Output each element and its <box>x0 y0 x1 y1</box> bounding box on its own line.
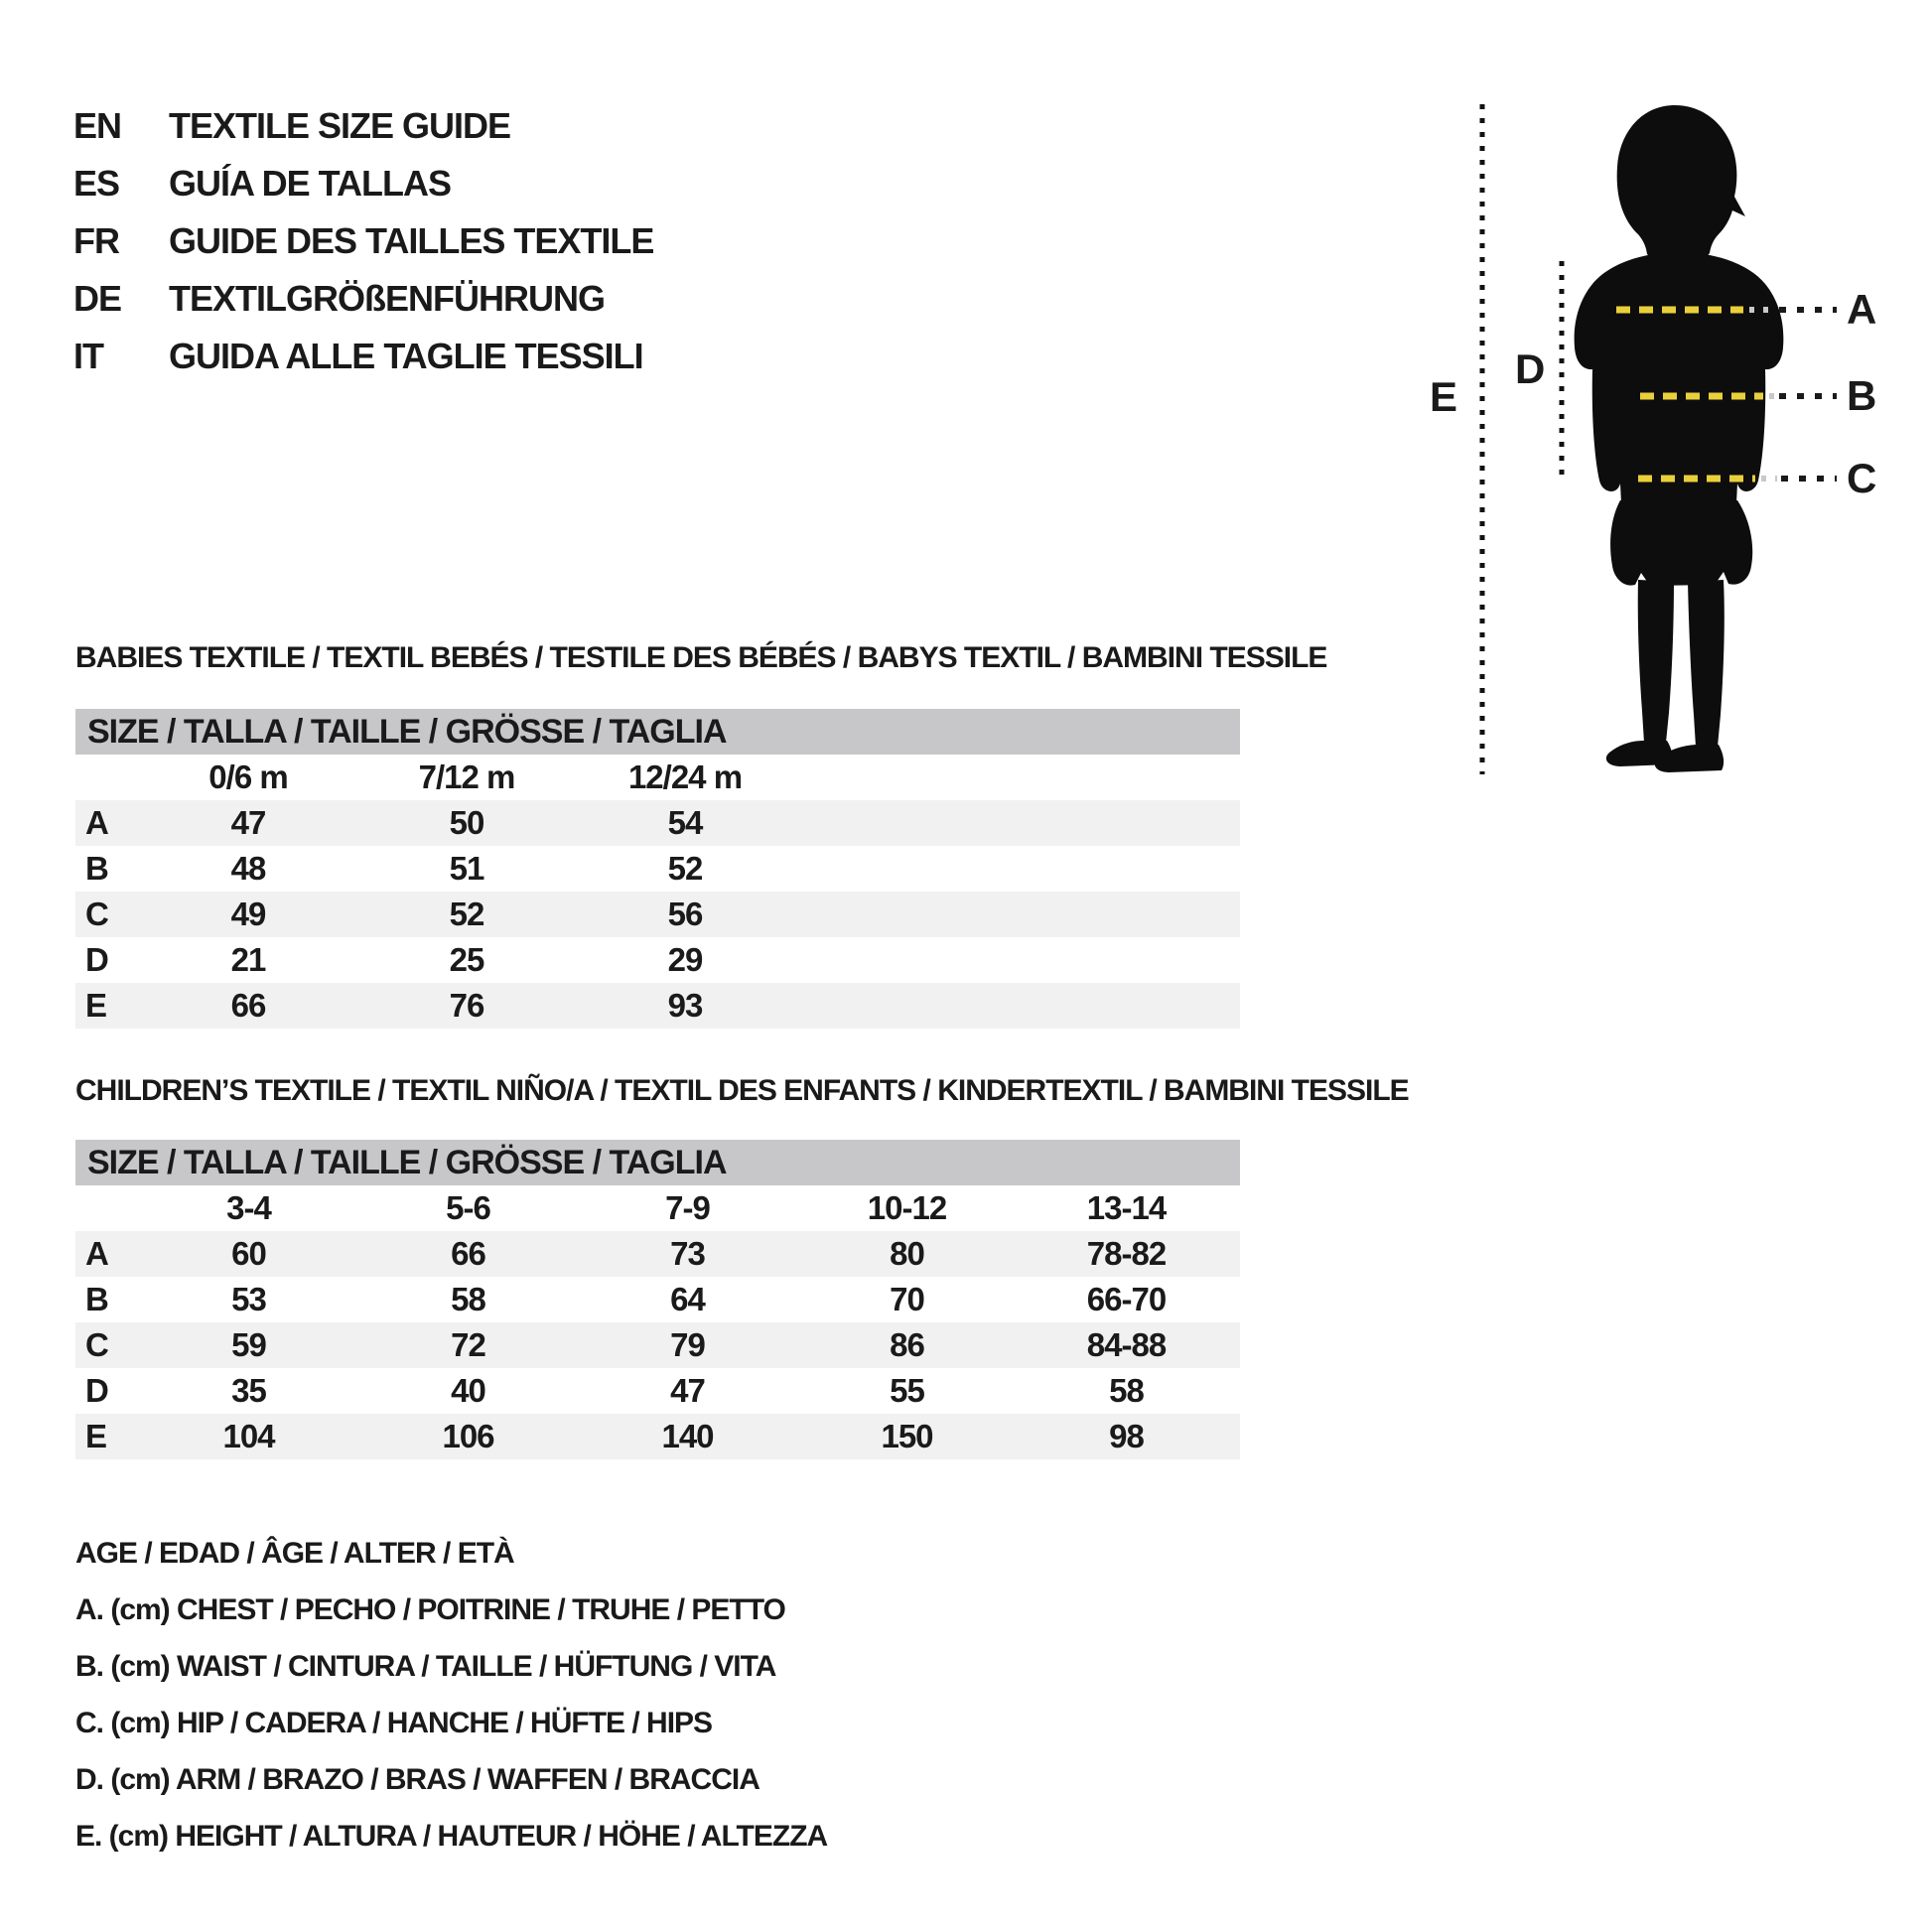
table-cell: 56 <box>667 896 703 932</box>
legend-height-line: E. (cm) HEIGHT / ALTURA / HAUTEUR / HÖHE / ALTEZZA <box>75 1820 828 1853</box>
babies-col-header: 0/6 m <box>208 759 288 795</box>
table-cell: 59 <box>231 1326 266 1363</box>
table-cell: 35 <box>231 1372 266 1409</box>
label-b: B <box>1847 372 1877 419</box>
table-row <box>75 983 1240 1029</box>
table-cell: 66 <box>230 987 266 1024</box>
babies-size-table <box>75 635 1327 1029</box>
table-cell: 64 <box>670 1281 705 1317</box>
row-label: B <box>85 1281 108 1317</box>
table-cell: 50 <box>449 804 484 841</box>
table-cell: 55 <box>890 1372 924 1409</box>
table-cell: 70 <box>890 1281 924 1317</box>
row-label: C <box>85 1326 108 1363</box>
babies-col-header: 7/12 m <box>418 759 515 795</box>
language-title: TEXTILE SIZE GUIDE <box>169 105 511 146</box>
language-title: TEXTILGRÖßENFÜHRUNG <box>169 278 605 319</box>
language-row-fr <box>73 212 653 270</box>
table-cell: 66-70 <box>1086 1281 1167 1317</box>
table-cell: 79 <box>670 1326 705 1363</box>
table-cell: 98 <box>1109 1418 1144 1454</box>
table-row <box>75 1231 1240 1277</box>
babies-col-header: 12/24 m <box>627 759 743 795</box>
measurement-legend <box>75 1525 827 1864</box>
label-e: E <box>1430 373 1458 420</box>
row-label: D <box>85 941 108 978</box>
babies-size-header-bar: SIZE / TALLA / TAILLE / GRÖSSE / TAGLIA <box>75 709 1240 755</box>
row-label: D <box>85 1372 108 1409</box>
table-cell: 58 <box>451 1281 485 1317</box>
language-title-list <box>73 97 653 385</box>
table-cell: 66 <box>451 1235 485 1272</box>
row-label: B <box>85 850 108 887</box>
language-title: GUIDA ALLE TAGLIE TESSILI <box>169 336 643 376</box>
silhouette-head <box>1617 105 1745 266</box>
row-label: C <box>85 896 108 932</box>
table-cell: 106 <box>442 1418 494 1454</box>
language-row-en <box>73 97 653 155</box>
table-cell: 60 <box>231 1235 266 1272</box>
table-cell: 48 <box>230 850 266 887</box>
table-row <box>75 846 1240 892</box>
children-col-header: 10-12 <box>867 1189 947 1226</box>
label-d: D <box>1515 345 1546 392</box>
table-row <box>75 892 1240 937</box>
silhouette-shorts <box>1610 500 1752 586</box>
table-cell: 58 <box>1109 1372 1144 1409</box>
table-row <box>75 937 1240 983</box>
table-cell: 29 <box>667 941 703 978</box>
table-cell: 49 <box>230 896 266 932</box>
language-code: FR <box>73 220 119 261</box>
legend-arm-line: D. (cm) ARM / BRAZO / BRAS / WAFFEN / BRACCIA <box>75 1763 759 1796</box>
table-cell: 86 <box>890 1326 924 1363</box>
table-cell: 47 <box>670 1372 705 1409</box>
table-row <box>75 1368 1240 1414</box>
language-title: GUÍA DE TALLAS <box>169 163 451 204</box>
children-col-header: 13-14 <box>1086 1189 1167 1226</box>
children-size-table <box>75 1068 1409 1459</box>
table-row <box>75 1277 1240 1322</box>
children-col-header: 3-4 <box>226 1189 271 1226</box>
children-column-header-row <box>75 1185 1240 1231</box>
language-row-es <box>73 155 653 212</box>
child-silhouette <box>1575 105 1784 772</box>
table-cell: 84-88 <box>1086 1326 1167 1363</box>
row-label: E <box>85 987 107 1024</box>
label-c: C <box>1847 455 1877 501</box>
table-cell: 76 <box>449 987 484 1024</box>
table-cell: 52 <box>667 850 703 887</box>
row-label: E <box>85 1418 107 1454</box>
language-row-de <box>73 270 653 328</box>
language-row-it <box>73 328 653 385</box>
table-cell: 51 <box>449 850 484 887</box>
children-section-title: CHILDREN’S TEXTILE / TEXTIL NIÑO/A / TEXTIL DES ENFANTS / KINDERTEXTIL / BAMBINI TESSILE <box>75 1074 1409 1107</box>
table-cell: 47 <box>230 804 266 841</box>
measurement-figure <box>1390 60 1932 794</box>
row-label: A <box>85 1235 108 1272</box>
table-cell: 53 <box>231 1281 266 1317</box>
child-silhouette-diagram <box>1390 60 1932 794</box>
language-code: ES <box>73 163 120 204</box>
table-row <box>75 800 1240 846</box>
table-cell: 54 <box>667 804 703 841</box>
table-cell: 104 <box>222 1418 275 1454</box>
table-cell: 78-82 <box>1086 1235 1167 1272</box>
table-row <box>75 1322 1240 1368</box>
legend-chest-line: A. (cm) CHEST / PECHO / POITRINE / TRUHE / PETTO <box>75 1593 785 1626</box>
legend-waist-line: B. (cm) WAIST / CINTURA / TAILLE / HÜFTUNG / VITA <box>75 1650 776 1683</box>
table-cell: 25 <box>449 941 484 978</box>
children-size-header-bar: SIZE / TALLA / TAILLE / GRÖSSE / TAGLIA <box>75 1140 1240 1185</box>
silhouette-right-leg <box>1688 580 1725 747</box>
table-row <box>75 1414 1240 1459</box>
label-a: A <box>1847 286 1877 333</box>
children-col-header: 7-9 <box>665 1189 710 1226</box>
table-cell: 72 <box>451 1326 485 1363</box>
table-cell: 52 <box>449 896 484 932</box>
children-col-header: 5-6 <box>446 1189 490 1226</box>
row-label: A <box>85 804 108 841</box>
legend-age-line: AGE / EDAD / ÂGE / ALTER / ETÀ <box>75 1537 514 1570</box>
table-cell: 140 <box>661 1418 714 1454</box>
table-cell: 93 <box>667 987 703 1024</box>
table-cell: 80 <box>890 1235 924 1272</box>
babies-section-title: BABIES TEXTILE / TEXTIL BEBÉS / TESTILE DES BÉBÉS / BABYS TEXTIL / BAMBINI TESSILE <box>75 641 1327 674</box>
babies-column-header-row <box>75 755 1240 800</box>
language-code: EN <box>73 105 122 146</box>
table-cell: 40 <box>451 1372 485 1409</box>
silhouette-torso <box>1575 252 1784 503</box>
table-cell: 73 <box>670 1235 705 1272</box>
language-code: IT <box>73 336 103 376</box>
language-code: DE <box>73 278 122 319</box>
table-cell: 150 <box>881 1418 933 1454</box>
language-title: GUIDE DES TAILLES TEXTILE <box>169 220 654 261</box>
silhouette-left-leg <box>1638 580 1674 743</box>
table-cell: 21 <box>230 941 266 978</box>
legend-hip-line: C. (cm) HIP / CADERA / HANCHE / HÜFTE / HIPS <box>75 1707 713 1739</box>
